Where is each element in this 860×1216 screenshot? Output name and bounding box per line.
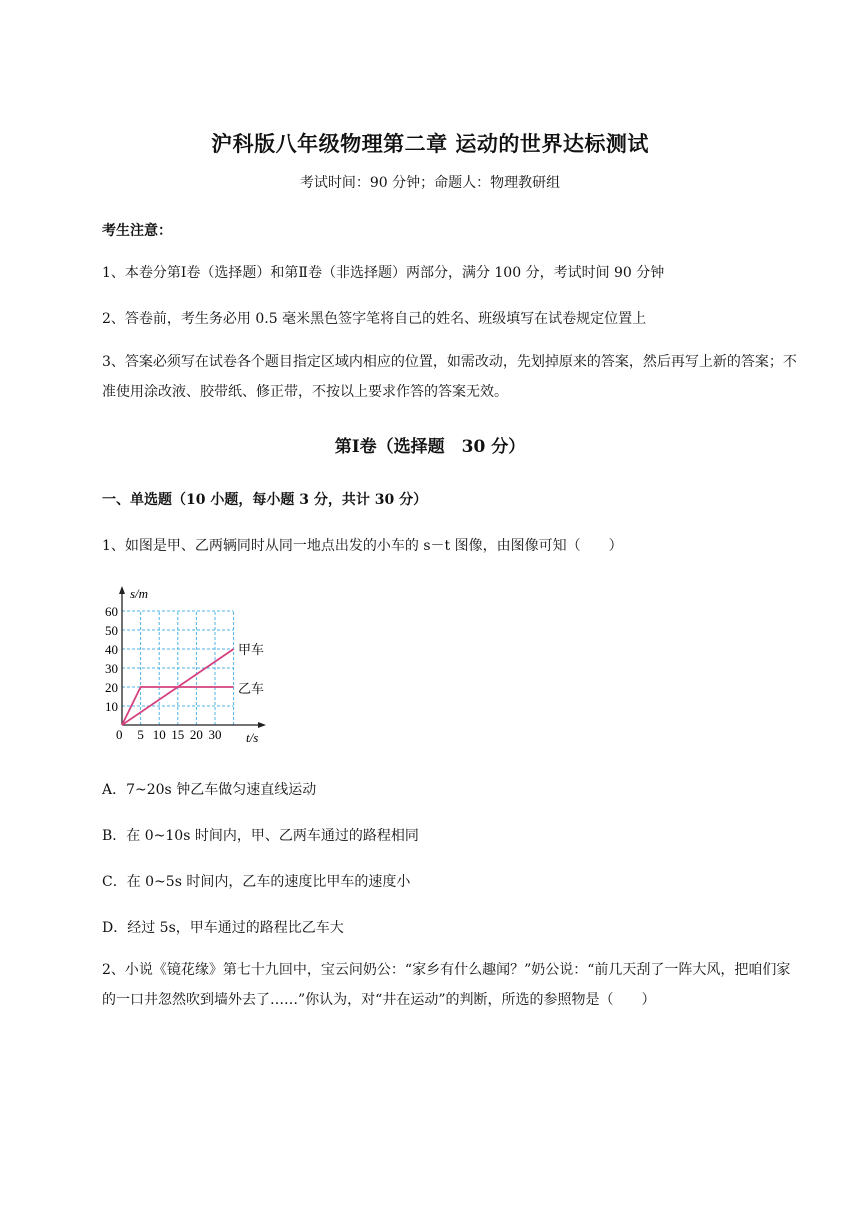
- x-axis-label: t/s: [246, 730, 259, 745]
- notice-item-1: 1、本卷分第Ⅰ卷（选择题）和第Ⅱ卷（非选择题）两部分，满分 100 分，考试时间 90 分钟: [102, 265, 665, 281]
- question-1-option-d: D．经过 5s，甲车通过的路程比乙车大: [102, 920, 344, 936]
- x-tick-label: 30: [208, 727, 222, 742]
- y-tick-label: 60: [105, 604, 118, 619]
- page-subtitle: 考试时间：90 分钟；命题人：物理教研组: [299, 175, 561, 191]
- x-tick-label: 10: [152, 727, 166, 742]
- series-label-yi: 乙车: [238, 681, 265, 696]
- question-1-option-a: A．7~20s 钟乙车做匀速直线运动: [102, 782, 317, 798]
- y-tick-label: 30: [105, 661, 118, 676]
- notice-item-2: 2、答卷前，考生务必用 0.5 毫米黑色签字笔将自己的姓名、班级填写在试卷规定位置上: [102, 311, 647, 327]
- question-1-stem: 1、如图是甲、乙两辆同时从同一地点出发的小车的 s－t 图像，由图像可知（ ）: [102, 538, 623, 554]
- series-label-jia: 甲车: [238, 642, 265, 657]
- question-2-stem: 2、小说《镜花缘》第七十九回中，宝云问奶公：“家乡有什么趣闻？”奶公说：“前几天刮了一阵大风，把咱们家的一口井忽然吹到墙外去了……”你认为，对“井在运动”的判断，所选的参照物是（ ）: [102, 962, 791, 1008]
- y-axis-arrow: [119, 586, 125, 594]
- y-tick-label: 40: [105, 642, 118, 657]
- x-axis-arrow: [258, 722, 266, 728]
- st-graph: [96, 582, 296, 752]
- part-title: 一、单选题（10 小题，每小题 3 分，共计 30 分）: [102, 492, 428, 508]
- question-1-option-c: C．在 0~5s 时间内，乙车的速度比甲车的速度小: [102, 874, 411, 890]
- question-1-option-b: B．在 0~10s 时间内，甲、乙两车通过的路程相同: [102, 828, 419, 844]
- graph-grid: [122, 611, 234, 725]
- page-title: 沪科版八年级物理第二章 运动的世界达标测试: [211, 131, 649, 156]
- y-tick-label: 50: [105, 623, 118, 638]
- y-tick-label: 20: [105, 680, 118, 695]
- x-tick-label: 20: [189, 727, 203, 742]
- notice-heading: 考生注意：: [102, 223, 172, 239]
- y-axis-label: s/m: [130, 586, 149, 601]
- y-tick-label: 10: [105, 699, 118, 714]
- notice-item-3: 3、答案必须写在试卷各个题目指定区域内相应的位置，如需改动，先划掉原来的答案，然后再写上新的答案；不准使用涂改液、胶带纸、修正带，不按以上要求作答的答案无效。: [102, 354, 797, 400]
- section-title: 第Ⅰ卷（选择题 30 分）: [334, 437, 526, 457]
- x-tick-label: 15: [171, 727, 185, 742]
- origin-label: 0: [116, 727, 123, 742]
- x-tick-label: 5: [137, 727, 144, 742]
